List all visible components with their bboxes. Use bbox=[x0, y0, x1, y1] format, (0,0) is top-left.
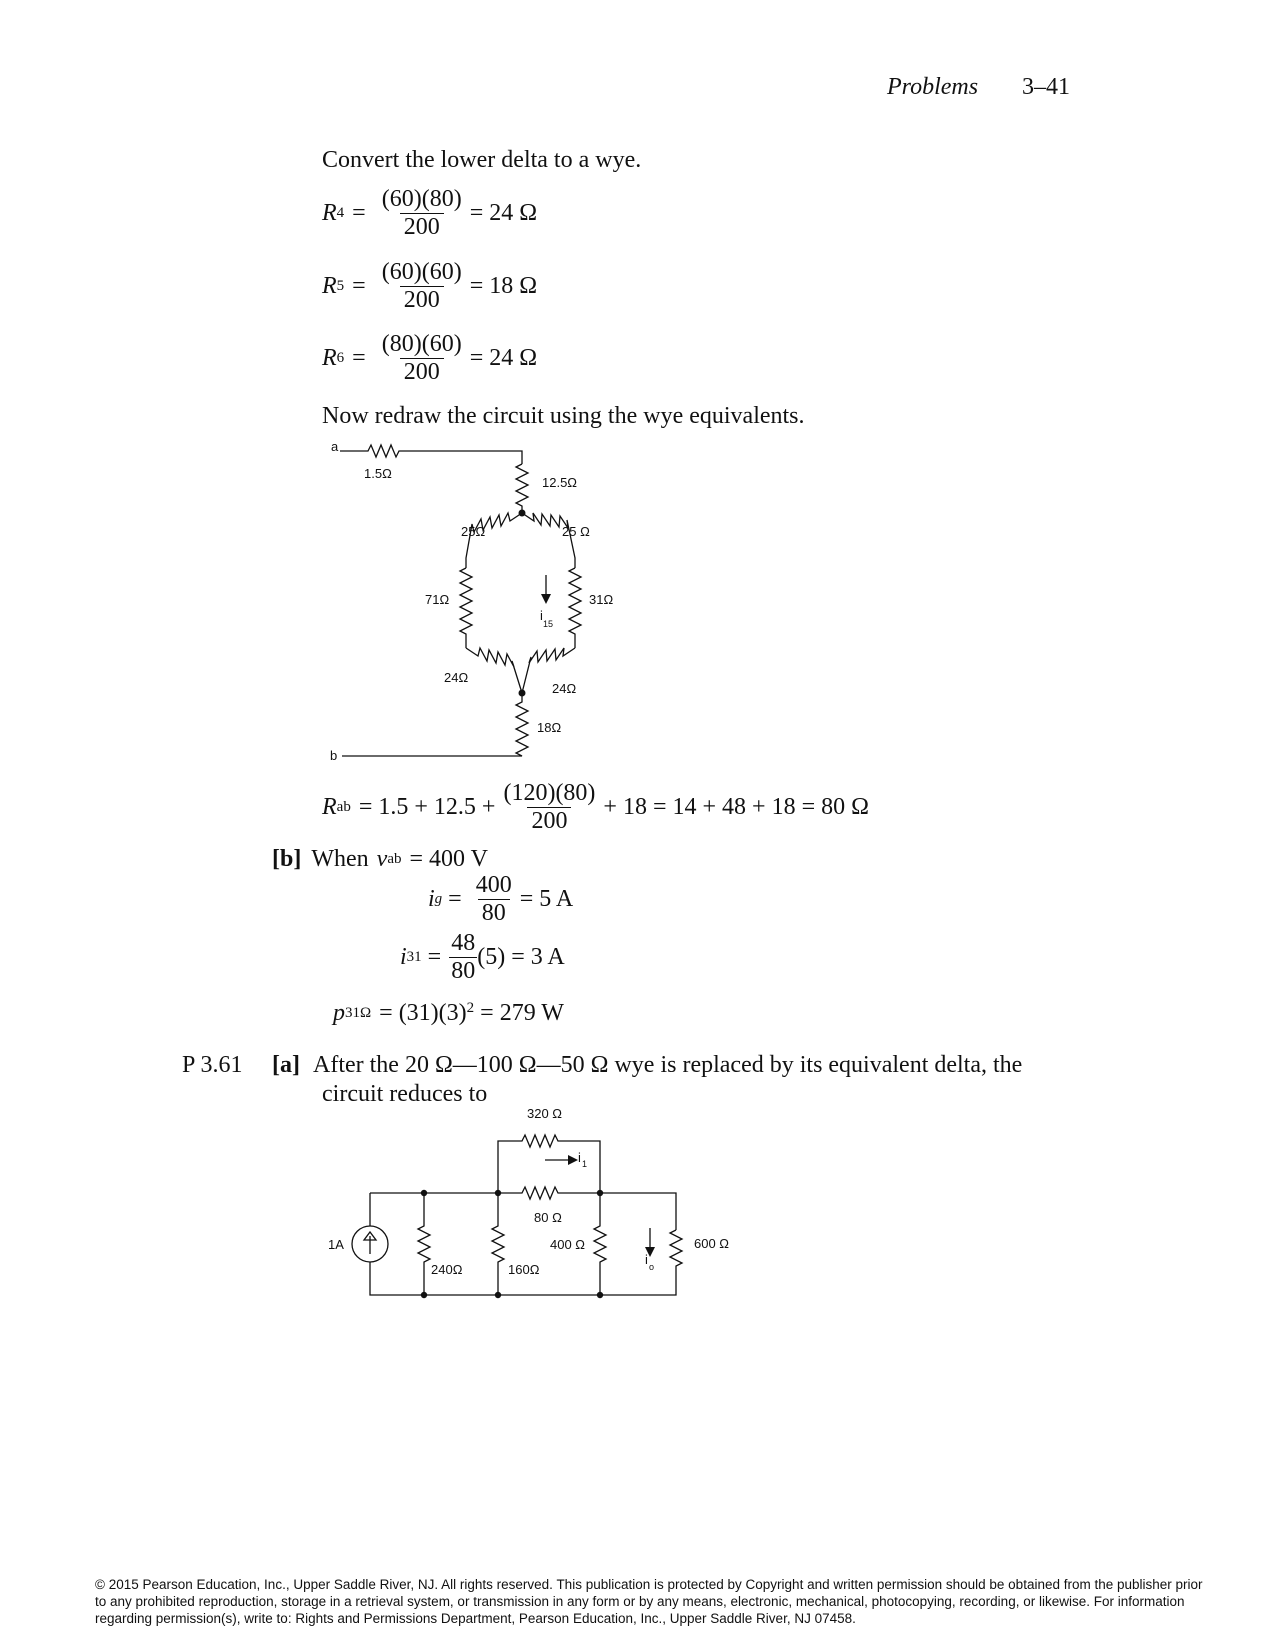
i31-denominator: 80 bbox=[451, 958, 476, 984]
r5-var: R bbox=[322, 273, 337, 299]
part-b-tag: [b] bbox=[272, 846, 302, 872]
i15-subscript: 15 bbox=[543, 619, 554, 629]
p-rest-2: = 279 W bbox=[480, 1000, 564, 1026]
redraw-text: Now redraw the circuit using the wye equivalents. bbox=[322, 403, 805, 429]
p-sup: 2 bbox=[466, 1000, 475, 1016]
r-160-label: 160Ω bbox=[508, 1262, 540, 1277]
page-number: 3–41 bbox=[1022, 74, 1070, 100]
node-top-3 bbox=[597, 1190, 603, 1196]
ig-numerator: 400 bbox=[475, 872, 512, 898]
r-12p5-label: 12.5Ω bbox=[542, 475, 578, 490]
r-24-right-label: 24Ω bbox=[552, 681, 577, 696]
delta-wye-intro: Convert the lower delta to a wye. bbox=[322, 147, 642, 173]
r5-denominator: 200 bbox=[400, 286, 444, 314]
node-b-label: b bbox=[330, 748, 338, 763]
r-600-label: 600 Ω bbox=[694, 1236, 730, 1251]
r-18-label: 18Ω bbox=[537, 720, 562, 735]
i15-label: i bbox=[540, 608, 543, 623]
p-sub: 31Ω bbox=[345, 1005, 372, 1021]
vab-value: = 400 V bbox=[409, 846, 488, 872]
r-1p5-label: 1.5Ω bbox=[364, 466, 392, 481]
i1-label: i bbox=[578, 1150, 581, 1165]
node-a-label: a bbox=[331, 439, 339, 454]
p361-line1: After the 20 Ω—100 Ω—50 Ω wye is replaced by its equivalent delta, the bbox=[313, 1052, 1023, 1078]
ig-result: = 5 A bbox=[519, 886, 574, 912]
r5-numerator: (60)(60) bbox=[381, 259, 462, 285]
r4-denominator: 200 bbox=[400, 213, 444, 241]
r-320-label: 320 Ω bbox=[527, 1106, 563, 1121]
copyright-footer: © 2015 Pearson Education, Inc., Upper Saddle River, NJ. All rights reserved. This publication is protected by Copyright and written permission should be obtained from the publisher prior to any prohibited reproduction, storage in a retrieval system, or transmission in any form or by any means, electronic, mechanical, photocopying, recording, or likewise. For information regarding permission(s), write to: Rights and Permissions Department, Pearson Education, Inc., Upper Saddle River, NJ 07458. bbox=[95, 1577, 1203, 1626]
r-71-label: 71Ω bbox=[425, 592, 450, 607]
r4-numerator: (60)(80) bbox=[381, 186, 462, 212]
rab-sub: ab bbox=[336, 799, 351, 815]
rab-numerator: (120)(80) bbox=[503, 780, 596, 806]
r4-var: R bbox=[322, 200, 337, 226]
io-subscript: o bbox=[649, 1262, 655, 1272]
r-80-label: 80 Ω bbox=[534, 1210, 562, 1225]
rab-lhs: = 1.5 + 12.5 + bbox=[358, 794, 496, 820]
node-top-2 bbox=[495, 1190, 501, 1196]
p-rest-1: = (31)(3) bbox=[379, 1000, 467, 1026]
ig-denominator: 80 bbox=[478, 899, 510, 927]
r-400-label: 400 Ω bbox=[550, 1237, 586, 1252]
r6-result: = 24 Ω bbox=[469, 345, 538, 371]
p-var: p bbox=[333, 1000, 345, 1026]
i31-sub: 31 bbox=[406, 949, 422, 965]
r4-equation: R 4 = $\frac{(60)(80)}{200}$ = 24 Ω bbox=[322, 186, 538, 240]
r4-result: = 24 Ω bbox=[469, 200, 538, 226]
r6-var: R bbox=[322, 345, 337, 371]
i31-var: i bbox=[400, 944, 407, 970]
problem-number: P 3.61 bbox=[182, 1052, 243, 1078]
vab-var: v bbox=[376, 846, 388, 872]
r5-sub: 5 bbox=[336, 278, 345, 294]
ig-equation: i g = $\frac{400}{80}$ = 5 A bbox=[428, 872, 574, 926]
r6-sub: 6 bbox=[336, 350, 345, 366]
r6-numerator: (80)(60) bbox=[381, 331, 462, 357]
node-bottom-3 bbox=[597, 1292, 603, 1298]
io-label: i bbox=[645, 1252, 648, 1267]
i31-equation: i 31 = $\frac{48}{80}$ (5) = 3 A bbox=[400, 930, 565, 984]
p361-line2: circuit reduces to bbox=[322, 1081, 488, 1107]
node-bottom-2 bbox=[495, 1292, 501, 1298]
rab-var: R bbox=[322, 794, 337, 820]
running-header-section: Problems bbox=[887, 74, 979, 100]
vab-sub: ab bbox=[387, 851, 402, 867]
r-31-label: 31Ω bbox=[589, 592, 614, 607]
r6-denominator: 200 bbox=[400, 358, 444, 386]
source-1a-label: 1A bbox=[328, 1237, 344, 1252]
node-top-1 bbox=[421, 1190, 427, 1196]
r4-sub: 4 bbox=[336, 205, 345, 221]
i31-result: (5) = 3 A bbox=[477, 944, 565, 970]
i31-numerator: 48 bbox=[451, 930, 476, 956]
r-240-label: 240Ω bbox=[431, 1262, 463, 1277]
part-b-when: When bbox=[311, 846, 369, 872]
r-25-right-label: 25 Ω bbox=[562, 524, 590, 539]
r5-equation: R 5 = $\frac{(60)(60)}{200}$ = 18 Ω bbox=[322, 259, 538, 313]
i1-arrow-head bbox=[568, 1155, 578, 1165]
i1-subscript: 1 bbox=[582, 1159, 588, 1169]
node-bottom-1 bbox=[421, 1292, 427, 1298]
ig-sub: g bbox=[434, 891, 443, 907]
r6-equation: R 6 = $\frac{(80)(60)}{200}$ = 24 Ω bbox=[322, 331, 538, 385]
p361-part-a-tag: [a] bbox=[272, 1052, 300, 1078]
r-25-left-label: 25Ω bbox=[461, 524, 486, 539]
r5-result: = 18 Ω bbox=[469, 273, 538, 299]
ig-var: i bbox=[428, 886, 435, 912]
rab-denominator: 200 bbox=[527, 807, 571, 835]
r-24-left-label: 24Ω bbox=[444, 670, 469, 685]
rab-rhs: + 18 = 14 + 48 + 18 = 80 Ω bbox=[603, 794, 869, 820]
